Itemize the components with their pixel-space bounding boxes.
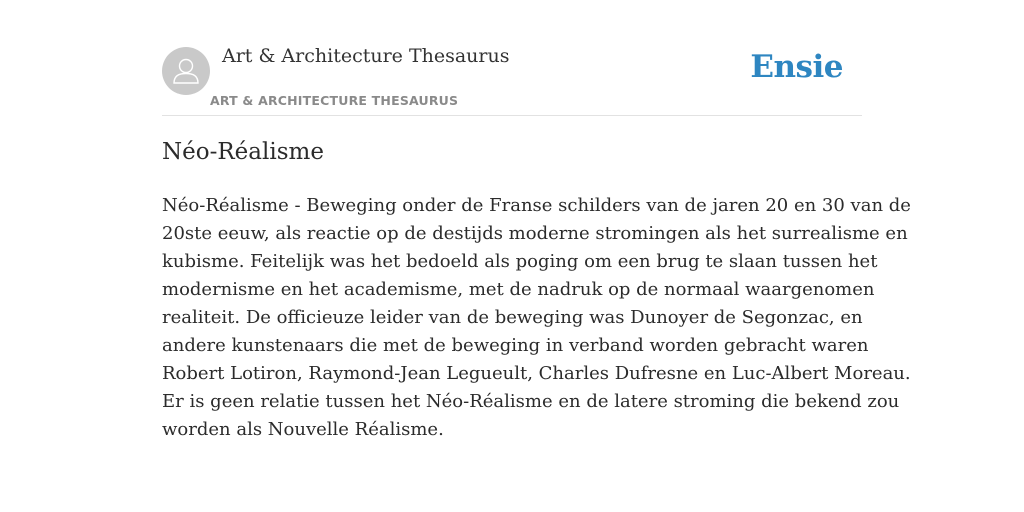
author-name[interactable]: Art & Architecture Thesaurus [222, 45, 510, 67]
definition-card [162, 0, 911, 440]
definition-text [162, 192, 911, 444]
avatar[interactable] [162, 47, 210, 95]
text-line: worden als Nouvelle Réalisme. [162, 419, 444, 440]
text-line: Robert Lotiron, Raymond-Jean Legueult, Charles Dufresne en Luc-Albert Moreau. [162, 363, 911, 384]
source-label[interactable]: ART & ARCHITECTURE THESAURUS [210, 93, 459, 108]
card-header [162, 0, 862, 116]
user-icon [162, 47, 210, 95]
text-line: Néo-Réalisme - Beweging onder de Franse schilders van de jaren 20 en 30 van de [162, 195, 911, 216]
text-line: kubisme. Feitelijk was het bedoeld als poging om een brug te slaan tussen het [162, 251, 878, 272]
text-line: realiteit. De officieuze leider van de beweging was Dunoyer de Segonzac, en [162, 307, 863, 328]
brand-logo[interactable]: Ensie [750, 49, 843, 85]
text-line: andere kunstenaars die met de beweging in verband worden gebracht waren [162, 335, 869, 356]
text-line: 20ste eeuw, als reactie op de destijds moderne stromingen als het surrealisme en [162, 223, 908, 244]
page-title: Néo-Réalisme [162, 139, 324, 165]
text-line: Er is geen relatie tussen het Néo-Réalisme en de latere stroming die bekend zou [162, 391, 900, 412]
text-line: modernisme en het academisme, met de nadruk op de normaal waargenomen [162, 279, 875, 300]
